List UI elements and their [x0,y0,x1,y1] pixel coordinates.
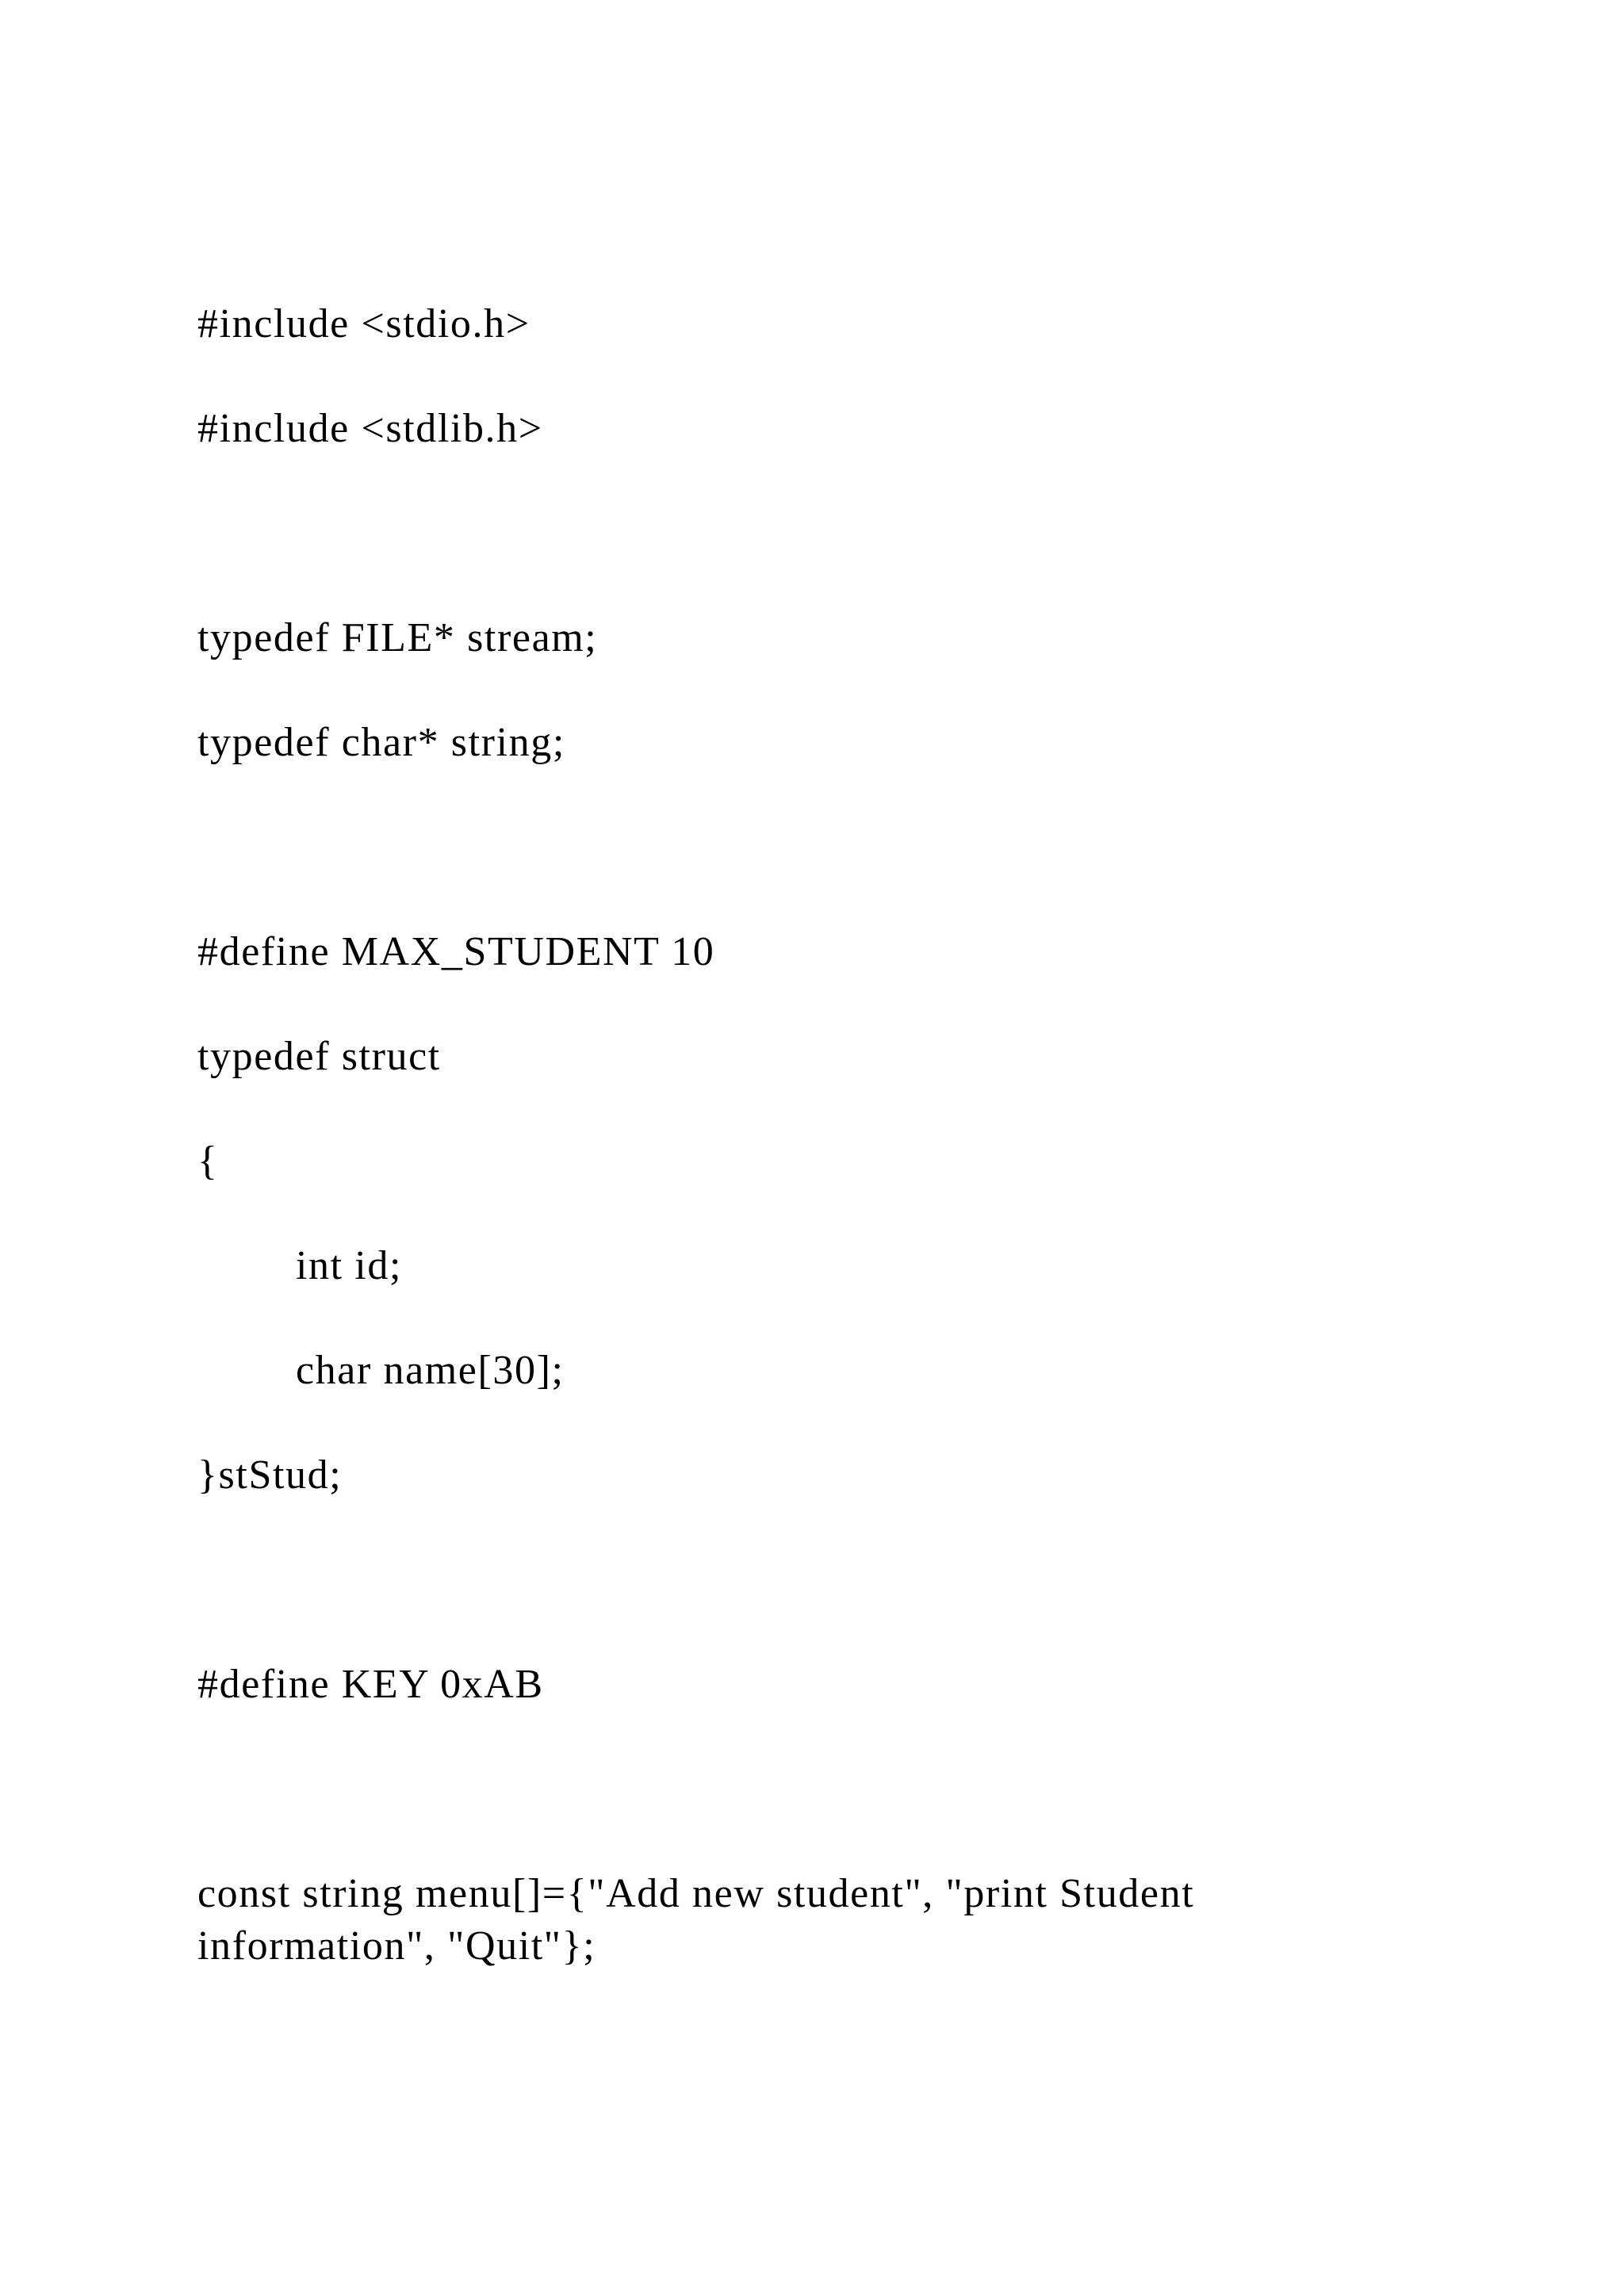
typedef-stream-line: typedef FILE* stream; [197,615,598,660]
typedef-struct-line: typedef struct [197,1034,441,1079]
define-key-line: #define KEY 0xAB [197,1662,544,1707]
typedef-string-line: typedef char* string; [197,720,565,765]
struct-open-brace-line: { [197,1138,219,1184]
struct-field-id-line: int id; [296,1243,402,1288]
struct-field-name-line: char name[30]; [296,1348,565,1393]
include-stdlib-line: #include <stdlib.h> [197,406,543,451]
menu-declaration-line-2: information", "Quit"}; [197,1923,596,1969]
struct-close-line: }stStud; [197,1452,343,1498]
include-stdio-line: #include <stdio.h> [197,301,530,346]
menu-declaration-line-1: const string menu[]={"Add new student", "print Student [197,1871,1195,1916]
define-max-student-line: #define MAX_STUDENT 10 [197,929,715,974]
